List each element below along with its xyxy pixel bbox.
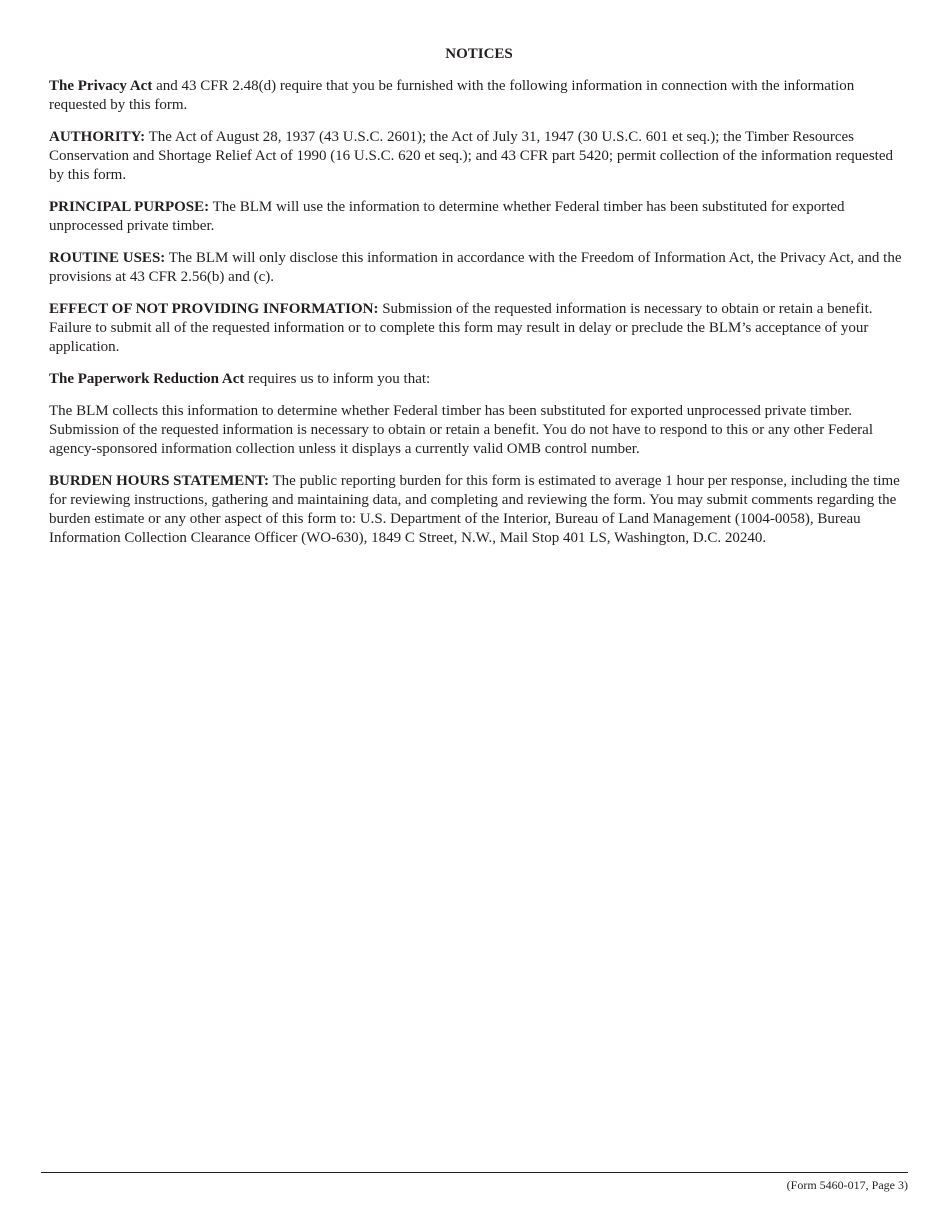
paragraph-lead: The Privacy Act bbox=[49, 78, 153, 94]
paragraph-text: The BLM collects this information to determine whether Federal timber has been substituted for exported unprocessed private timber. Submission of the requested information is necessary to obtain or retain a benefit. You do not have to respond to this or any other Federal agency-sponsored information collection unless it displays a currently valid OMB control number. bbox=[49, 403, 873, 457]
footer-divider bbox=[41, 1172, 908, 1173]
principal-purpose-paragraph bbox=[49, 198, 907, 236]
effect-paragraph bbox=[49, 300, 907, 357]
paragraph-text: requires us to inform you that: bbox=[244, 371, 431, 387]
paragraph-lead: EFFECT OF NOT PROVIDING INFORMATION: bbox=[49, 301, 379, 317]
paragraph-lead: PRINCIPAL PURPOSE: bbox=[49, 199, 210, 215]
paragraph-text: Submission of the requested information is necessary to obtain or retain a benefit. Failure to submit all of the requested information or to complete this form may result in delay or preclude the BLM’s acceptance of your application. bbox=[49, 301, 873, 355]
authority-paragraph bbox=[49, 128, 907, 185]
notices-body bbox=[49, 77, 907, 561]
routine-uses-paragraph bbox=[49, 249, 907, 287]
paperwork-act-paragraph bbox=[49, 370, 907, 389]
paragraph-text: The BLM will only disclose this information in accordance with the Freedom of Information Act, the Privacy Act, and the provisions at 43 CFR 2.56(b) and (c). bbox=[49, 250, 902, 285]
burden-hours-paragraph bbox=[49, 472, 907, 548]
paragraph-text: The BLM will use the information to determine whether Federal timber has been substituted for exported unprocessed private timber. bbox=[49, 199, 845, 234]
paragraph-text: and 43 CFR 2.48(d) require that you be furnished with the following information in connection with the information requested by this form. bbox=[49, 78, 855, 113]
paragraph-lead: AUTHORITY: bbox=[49, 129, 146, 145]
page-title: NOTICES bbox=[445, 46, 513, 62]
collection-paragraph bbox=[49, 402, 907, 459]
paragraph-text: The Act of August 28, 1937 (43 U.S.C. 2601); the Act of July 31, 1947 (30 U.S.C. 601 et seq.); the Timber Resources Conservation and Shortage Relief Act of 1990 (16 U.S.C. 620 et seq.); and 43 CFR part 5420; permit collection of the information requested by this form. bbox=[49, 129, 894, 183]
form-page-footer: (Form 5460-017, Page 3) bbox=[786, 1178, 908, 1192]
privacy-act-paragraph bbox=[49, 77, 907, 115]
paragraph-lead: ROUTINE USES: bbox=[49, 250, 166, 266]
paragraph-text: The public reporting burden for this form is estimated to average 1 hour per response, including the time for reviewing instructions, gathering and maintaining data, and completing and reviewing the form. You may submit comments regarding the burden estimate or any other aspect of this form to: U.S. Department of the Interior, Bureau of Land Management (1004-0058), Bureau Information Collection Clearance Officer (WO-630), 1849 C Street, N.W., Mail Stop 401 LS, Washington, D.C. 20240. bbox=[49, 473, 900, 546]
paragraph-lead: The Paperwork Reduction Act bbox=[49, 371, 245, 387]
paragraph-lead: BURDEN HOURS STATEMENT: bbox=[49, 473, 270, 489]
